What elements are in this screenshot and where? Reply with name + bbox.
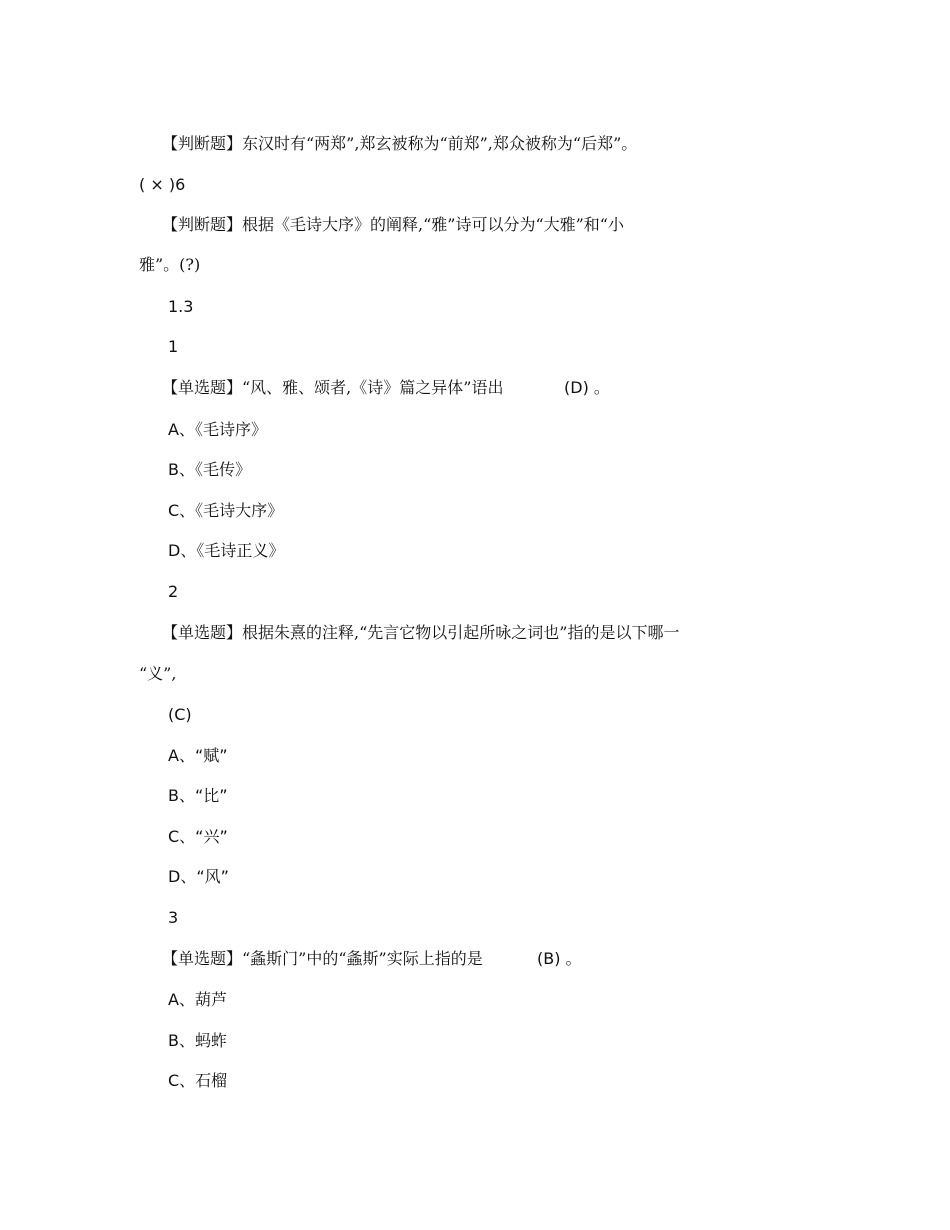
q2-option-d: D、“风” (168, 867, 229, 886)
choice-answer-3: (B) 。 (537, 949, 582, 968)
q1-option-b: B、《毛传》 (168, 460, 251, 479)
q3-option-b: B、蚂蚱 (168, 1031, 227, 1050)
q1-option-d: D、《毛诗正义》 (168, 541, 285, 560)
judgment-question-2-part-2: 雅”。(?) (139, 255, 201, 274)
choice-question-2-part-1: 【单选题】根据朱熹的注释,“先言它物以引起所咏之词也”指的是以下哪一 (162, 623, 680, 642)
q2-option-a: A、“赋” (168, 746, 228, 765)
q2-option-b: B、“比” (168, 786, 228, 805)
judgment-question-2-part-1: 【判断题】根据《毛诗大序》的阐释,“雅”诗可以分为“大雅”和“小 (162, 215, 624, 234)
q1-option-c: C、《毛诗大序》 (168, 501, 284, 520)
q3-option-c: C、石榴 (168, 1071, 228, 1090)
choice-question-2-part-2: “义”, (139, 664, 177, 683)
choice-answer-2: (C) (168, 705, 192, 724)
q2-option-c: C、“兴” (168, 827, 228, 846)
q1-option-a: A、《毛诗序》 (168, 420, 267, 439)
judgment-question-1: 【判断题】东汉时有“两郑”,郑玄被称为“前郑”,郑众被称为“后郑”。 (162, 134, 638, 153)
question-number-3: 3 (168, 908, 179, 927)
judgment-answer-1: ( × )6 (139, 175, 186, 194)
choice-question-1: 【单选题】“风、雅、颂者,《诗》篇之异体”语出 (162, 378, 504, 397)
choice-answer-1: (D) 。 (564, 378, 610, 397)
section-number: 1.3 (168, 297, 194, 316)
q3-option-a: A、葫芦 (168, 990, 227, 1009)
choice-question-3: 【单选题】“螽斯门”中的“螽斯”实际上指的是 (162, 949, 483, 968)
question-number-1: 1 (168, 337, 179, 356)
question-number-2: 2 (168, 582, 179, 601)
